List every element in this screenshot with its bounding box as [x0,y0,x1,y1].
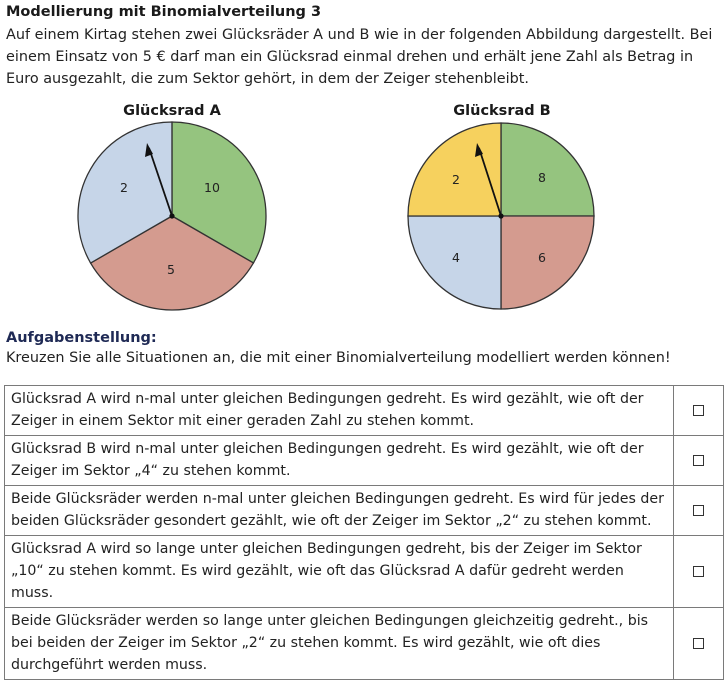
option-checkbox[interactable] [693,566,704,577]
option-row [5,608,724,680]
wheel-a-label-2: 2 [120,180,128,195]
intro-text: Auf einem Kirtag stehen zwei Glücksräder A und B wie in der folgenden Abbildung dargestellt. Bei einem Einsatz von 5 € darf man ein Glücksrad einmal drehen und erhält jene Zahl als Betrag in Euro ausgezahlt, die zum Sektor gehört, in dem der Zeiger stehenbleibt. [6,27,713,87]
option-checkbox-cell [674,436,724,486]
wheel-a-title: Glücksrad A [123,103,221,119]
task-heading: Aufgabenstellung: [6,330,157,346]
wheels-figure [0,0,728,330]
option-text: Glücksrad A wird so lange unter gleichen Bedingungen gedreht, bis der Zeiger im Sektor „10“ zu stehen kommt. Es wird gezählt, wie oft das Glücksrad A dafür gedreht werden muss. [5,536,674,608]
option-row [5,386,724,436]
wheel-b [408,123,594,309]
option-checkbox[interactable] [693,638,704,649]
wheel-b-label-2: 2 [452,172,460,187]
option-text: Beide Glücksräder werden n-mal unter gleichen Bedingungen gedreht. Es wird für jedes der beiden Glücksräder gesondert gezählt, wie oft der Zeiger im Sektor „2“ zu stehen kommt. [5,486,674,536]
option-checkbox-cell [674,486,724,536]
option-checkbox-cell [674,608,724,680]
option-text: Glücksrad B wird n-mal unter gleichen Bedingungen gedreht. Es wird gezählt, wie oft der Zeiger im Sektor „4“ zu stehen kommt. [5,436,674,486]
wheel-b-label-4: 4 [452,250,460,265]
wheel-b-label-8: 8 [538,170,546,185]
page-title: Modellierung mit Binomialverteilung 3 [6,4,322,20]
option-text: Beide Glücksräder werden so lange unter gleichen Bedingungen gleichzeitig gedreht., bis bei beiden der Zeiger im Sektor „2“ zu stehen kommt. Es wird gezählt, wie oft dies durchgeführt werden muss. [5,608,674,680]
wheel-a-label-5: 5 [167,262,175,277]
option-checkbox[interactable] [693,405,704,416]
option-checkbox-cell [674,386,724,436]
option-row [5,536,724,608]
wheel-a [78,122,266,310]
options-table [4,385,724,680]
wheel-b-title: Glücksrad B [453,103,551,119]
wheel-a-label-10: 10 [204,180,220,195]
option-row [5,436,724,486]
option-checkbox[interactable] [693,505,704,516]
wheel-b-sector-8 [501,123,594,216]
wheel-b-sector-6 [501,216,594,309]
option-row [5,486,724,536]
wheel-b-sector-2 [408,123,501,216]
option-checkbox[interactable] [693,455,704,466]
task-instruction: Kreuzen Sie alle Situationen an, die mit einer Binomialverteilung modelliert werden können! [6,350,671,366]
option-checkbox-cell [674,536,724,608]
wheel-b-label-6: 6 [538,250,546,265]
option-text: Glücksrad A wird n-mal unter gleichen Bedingungen gedreht. Es wird gezählt, wie oft der Zeiger in einem Sektor mit einer geraden Zahl zu stehen kommt. [5,386,674,436]
